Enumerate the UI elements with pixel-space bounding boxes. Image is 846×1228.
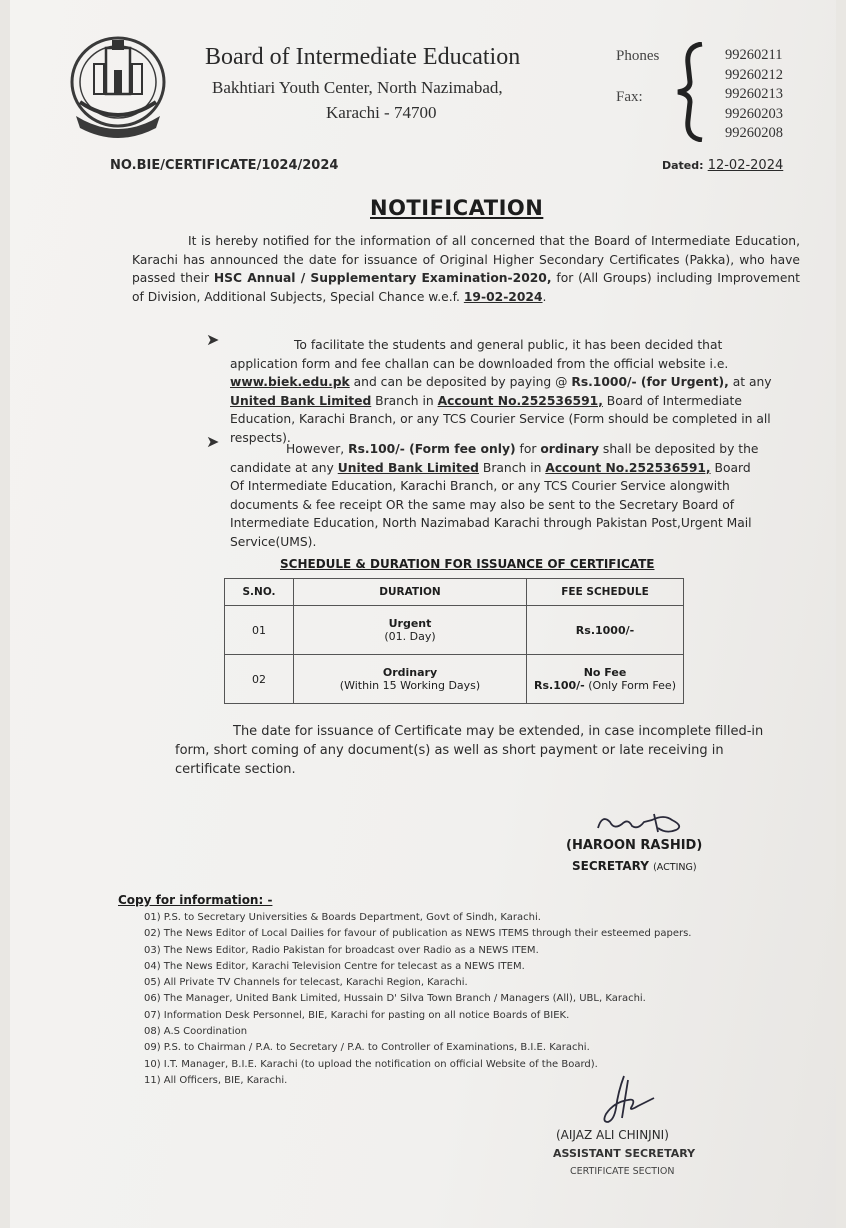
board-crest-logo (66, 30, 170, 142)
bullet-text: However, (286, 442, 349, 456)
duration-cell (294, 655, 527, 704)
list-item: 07) Information Desk Personnel, BIE, Karachi for pasting on all notice Boards of BIEK. (144, 1009, 570, 1021)
column-header: DURATION (294, 579, 527, 606)
bank-name: United Bank Limited (230, 393, 372, 408)
signatory1-role: SECRETARY (572, 859, 649, 873)
dated-line (662, 158, 783, 173)
list-item: 01) P.S. to Secretary Universities & Boards Department, Govt of Sindh, Karachi. (144, 912, 541, 923)
bullet-text: Branch in (478, 460, 546, 475)
duration-sub: (Within 15 Working Days) (339, 679, 481, 692)
fee-cell (527, 655, 684, 704)
fee-main: Rs.1000/- (575, 623, 635, 637)
bank-name: United Bank Limited (337, 460, 479, 475)
page-title: NOTIFICATION (370, 196, 544, 220)
list-item: 08) A.S Coordination (144, 1026, 248, 1038)
effective-date: 19-02-2024 (463, 289, 543, 304)
list-item: 10) I.T. Manager, B.I.E. Karachi (to upload the notification on official Website of the Board). (144, 1058, 598, 1070)
phone-number: 99260211 (725, 47, 783, 63)
fee-main: No Fee (583, 666, 627, 679)
column-header: S.NO. (225, 579, 294, 606)
table-row (225, 606, 684, 655)
table-row (225, 655, 684, 704)
bullet-text: at any (728, 375, 772, 389)
signatory1-name: (HAROON RASHID) (566, 838, 703, 853)
org-name: Board of Intermediate Education (205, 44, 521, 70)
closing-paragraph (175, 722, 775, 779)
list-item: 03) The News Editor, Radio Pakistan for broadcast over Radio as a NEWS ITEM. (144, 944, 539, 956)
dated-label: Dated: (662, 159, 704, 172)
fee-sub-amount: Rs.100/- (534, 679, 585, 692)
org-address-line1: Bakhtiari Youth Center, North Nazimabad, (212, 78, 503, 97)
exam-name: HSC Annual / Supplementary Examination-2020, (213, 271, 552, 285)
fee-sub: (Only Form Fee) (584, 679, 676, 692)
list-item: 05) All Private TV Channels for telecast, Karachi Region, Karachi. (144, 977, 468, 989)
bullet-text: shall be deposited by the candidate at any (230, 442, 759, 475)
account-number: Account No.252536591, (437, 393, 603, 408)
signatory2-title: ASSISTANT SECRETARY (553, 1147, 696, 1160)
brace-icon (672, 42, 712, 142)
signature-aijaz-ali (588, 1072, 658, 1128)
duration-main: Ordinary (382, 666, 438, 679)
signatory1-title (572, 859, 697, 873)
fax-label: Fax: (616, 89, 643, 105)
closing-text: The date for issuance of Certificate may be extended, in case incomplete filled-in form, short coming of any document(s) as well as short payment or late receiving in certificate section. (175, 724, 764, 777)
intro-text: It is hereby notified for the information of all concerned that the Board of Intermediate Education, Karachi has announced the date for issuance of Original Higher Secondary Certificates (Pakka), who have passed their (132, 234, 800, 285)
list-item: 06) The Manager, United Bank Limited, Hussain D' Silva Town Branch / Managers (All), UBL, Karachi. (144, 993, 646, 1005)
intro-text: for (All Groups) including Improvement of Division, Additional Subjects, Special Chance w.e.f. (132, 271, 800, 304)
org-address-line2: Karachi - 74700 (326, 103, 437, 122)
urgent-fee: Rs.1000/- (for Urgent), (571, 375, 729, 389)
signatory1-note: (ACTING) (653, 862, 697, 873)
list-item: 09) P.S. to Chairman / P.A. to Secretary / P.A. to Controller of Examinations, B.I.E. Karachi. (144, 1042, 590, 1054)
intro-text: . (542, 289, 547, 304)
bullet-text: for (515, 442, 541, 456)
sno-cell: 02 (225, 655, 294, 704)
signature-haroon-rashid (592, 808, 692, 838)
document-date: 12-02-2024 (707, 158, 784, 173)
duration-cell (294, 606, 527, 655)
signatory2-name: (AIJAZ ALI CHINJNI) (556, 1128, 669, 1142)
phones-label: Phones (616, 48, 660, 64)
list-item: 04) The News Editor, Karachi Television Centre for telecast as a NEWS ITEM. (144, 960, 525, 972)
copy-heading: Copy for information: - (118, 893, 273, 907)
bullet-text: Branch in (371, 393, 438, 408)
reference-number: NO.BIE/CERTIFICATE/1024/2024 (110, 158, 339, 173)
bullet-text: Board Of Intermediate Education, Karachi Branch, or any TCS Courier Service alongwith documents & fee receipt OR the same may also be sent to the Secretary Board of Intermediate Education, North Nazimabad Karachi through Pakistan Post,Urgent Mail Service(UMS). (230, 460, 752, 549)
signatory2-section: CERTIFICATE SECTION (570, 1166, 675, 1177)
bullet-paragraph-2 (230, 440, 760, 551)
bullet-text: and can be deposited by paying @ (349, 375, 572, 389)
bullet-paragraph-1 (230, 336, 780, 447)
bullet-arrow-icon: ➤ (206, 432, 220, 451)
duration-sub: (01. Day) (384, 630, 436, 643)
phone-number: 99260212 (725, 66, 783, 83)
form-fee: Rs.100/- (Form fee only) (348, 442, 516, 456)
intro-paragraph (132, 232, 800, 306)
fee-cell (527, 606, 684, 655)
phone-number: 99260208 (725, 125, 783, 141)
ordinary-label: ordinary (540, 442, 600, 456)
phone-number: 99260203 (725, 105, 783, 122)
bullet-text: To facilitate the students and general public, it has been decided that application form and fee challan can be downloaded from the official website i.e. (230, 338, 729, 371)
website-link[interactable]: www.biek.edu.pk (230, 375, 350, 389)
schedule-table (224, 578, 684, 704)
copy-list (144, 910, 691, 1089)
list-item: 02) The News Editor of Local Dailies for favour of publication as NEWS ITEMS through their esteemed papers. (144, 928, 692, 940)
sno-cell: 01 (225, 606, 294, 655)
bullet-arrow-icon: ➤ (206, 330, 220, 349)
phone-numbers (725, 46, 783, 144)
list-item: 11) All Officers, BIE, Karachi. (144, 1074, 288, 1086)
phone-number: 99260213 (725, 86, 783, 102)
table-header-row (225, 579, 684, 606)
bullet-text: Board of Intermediate Education, Karachi Branch, or any TCS Courier Service (Form should be completed in all respects). (230, 393, 771, 445)
account-number: Account No.252536591, (545, 460, 711, 475)
duration-main: Urgent (388, 617, 432, 630)
document-page (10, 0, 836, 1228)
schedule-title: SCHEDULE & DURATION FOR ISSUANCE OF CERTIFICATE (280, 557, 655, 571)
column-header: FEE SCHEDULE (527, 579, 684, 606)
